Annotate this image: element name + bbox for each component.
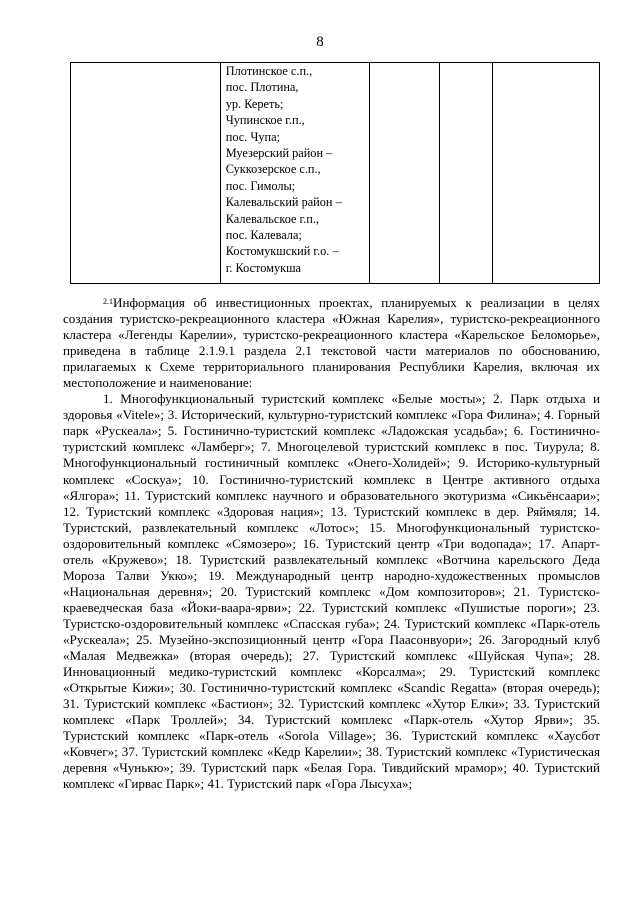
location-line: пос. Чупа;	[225, 129, 280, 144]
location-line: Костомукшский г.о. –	[225, 244, 339, 259]
location-line: Калевальское г.п.,	[225, 211, 320, 226]
page-number: 8	[316, 34, 324, 50]
footnote-mark: 2.1	[103, 297, 113, 306]
location-line: Плотинское с.п.,	[225, 64, 313, 78]
table-cell-empty	[492, 63, 599, 284]
intro-paragraph	[63, 295, 600, 391]
location-line: пос. Калевала;	[225, 228, 302, 243]
table-row	[71, 63, 600, 284]
body-text	[63, 295, 600, 792]
table-cell-empty	[440, 63, 492, 284]
location-line: Калевальский район –	[225, 195, 342, 210]
location-line: Чупинское г.п.,	[225, 113, 305, 128]
location-line: пос. Гимолы;	[225, 178, 296, 193]
location-line: ур. Кереть;	[225, 96, 284, 111]
projects-paragraph: 1. Многофункциональный туристский комплекс «Белые мосты»; 2. Парк отдыха и здоровья «Vitele»; 3. Исторический, культурно-туристский комплекс «Гора Филина»; 4. Горный парк «Рускеала»; 5. Гостинично-туристский комплекс «Ладожская усадьба»; 6. Гостинично-туристский комплекс «Ламберг»; 7. Многоцелевой туристский комплекс в пос. Тиурула; 8. Многофункциональный гостиничный комплекс «Онего-Холидей»; 9. Историко-культурный комплекс «Соскуа»; 10. Гостинично-туристский комплекс в Центре активного отдыха «Ялгора»; 11. Туристский комплекс научного и образовательного экотуризма «Сикьёнсаари»; 12. Туристский комплекс «Здоровая нация»; 13. Туристский комплекс в дер. Ряймяля; 14. Туристский, развлекательный комплекс «Лотос»; 15. Многофункциональный туристско-оздоровительный комплекс «Сямозеро»; 16. Туристский центр «Три водопада»; 17. Апарт-отель «Кружево»; 18. Туристский развлекательный комплекс «Вотчина карельского Деда Мороза Талви Укко»; 19. Международный центр народно-художественных промыслов «Национальная деревня»; 20. Туристский комплекс «Дом композиторов»; 21. Туристско-краеведческая база «Йоки-ваара-ярви»; 22. Туристский комплекс «Пушистые пороги»; 23. Туристско-оздоровительный комплекс «Спасская губа»; 24. Туристский комплекс «Парк-отель «Рускеала»; 25. Музейно-экспозиционный центр «Гора Паасонвуори»; 26. Загородный клуб «Малая Медвежка» (вторая очередь); 27. Туристский комплекс «Шуйская Чупа»; 28. Инновационный медико-туристский комплекс «Корсалма»; 29. Туристский комплекс «Открытые Кижи»; 30. Гостинично-туристский комплекс «Scandic Regatta» (вторая очередь); 31. Туристский комплекс «Бастион»; 32. Туристский комплекс «Хутор Елки»; 33. Туристский комплекс «Парк Троллей»; 34. Туристский комплекс «Парк-отель «Хутор Ярви»; 35. Туристский комплекс «Парк-отель «Sorola Village»; 36. Туристский комплекс «Хаусбот «Ковчег»; 37. Туристский комплекс «Кедр Карелии»; 38. Туристский комплекс «Туристическая деревня «Чунькю»; 39. Туристский парк «Белая Гора. Тивдийский мрамор»; 40. Туристский комплекс «Гирвас Парк»; 41. Туристский парк «Гора Лысуха»;	[63, 391, 600, 792]
continued-table	[70, 62, 600, 284]
location-line: Муезерский район –	[225, 146, 333, 161]
location-line: Суккозерское с.п.,	[225, 162, 321, 177]
table-cell-locations	[220, 63, 370, 284]
intro-text: Информация об инвестиционных проектах, планируемых к реализации в целях создания туристско-рекреационного кластера «Южная Карелия», туристско-рекреационного кластера «Легенды Карелии», туристско-рекреационного кластера «Карельское Беломорье», приведена в таблице 2.1.9.1 раздела 2.1 текстовой части материалов по обоснованию, прилагаемых к Схеме территориального планирования Республики Карелия, включая их местоположение и наименование:	[63, 295, 600, 391]
table-cell-empty	[370, 63, 440, 284]
location-line: пос. Плотина,	[225, 80, 299, 95]
location-line: г. Костомукша	[225, 260, 302, 275]
table-cell-empty	[71, 63, 221, 284]
